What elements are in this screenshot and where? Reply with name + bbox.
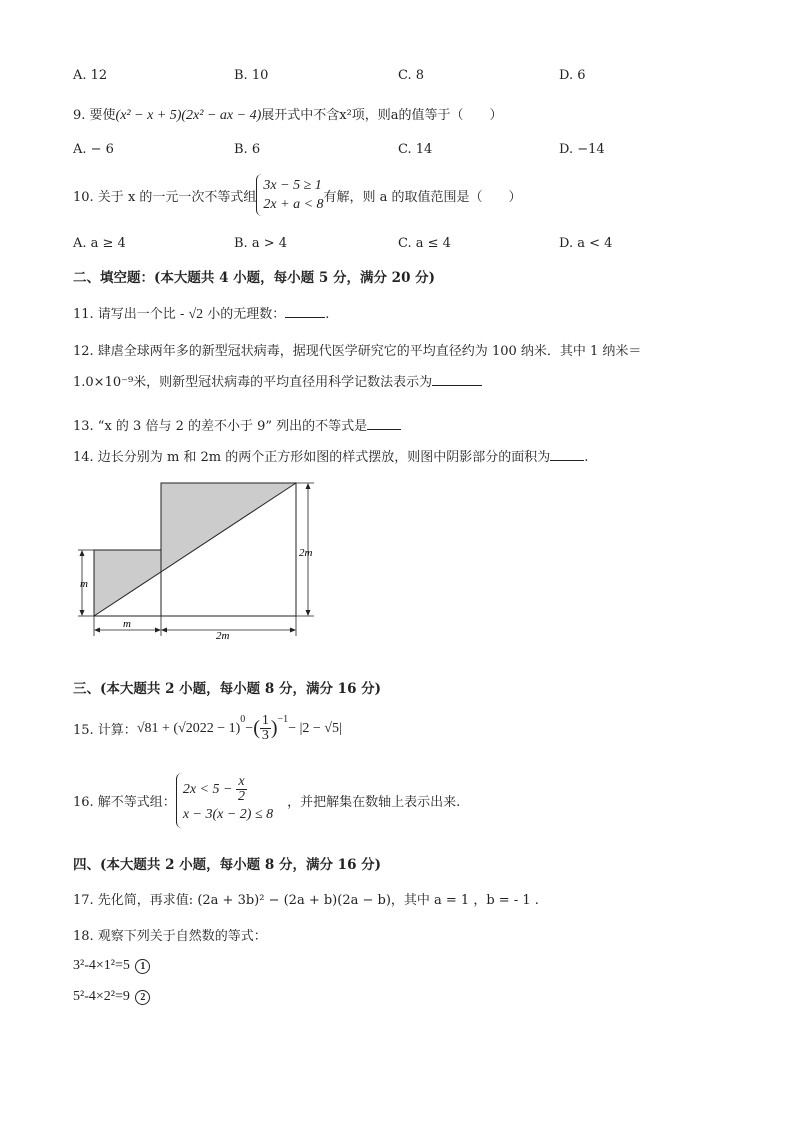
q16-system [176, 773, 273, 828]
q16-fraction-denominator: 2 [238, 789, 246, 804]
shaded-region-small-square [94, 550, 161, 616]
q16-row-1-fraction [236, 775, 246, 804]
q15-expression-b: − |2 − √5| [288, 720, 342, 736]
q9-option-d: D. −14 [559, 142, 605, 157]
q16-row-2: x − 3(x − 2) ≤ 8 [182, 807, 274, 822]
q16-row-1 [183, 775, 273, 804]
question-9 [73, 104, 503, 124]
q15-fraction-numerator: 1 [261, 713, 269, 728]
question-14 [73, 446, 588, 465]
question-17: 17. 先化简，再求值: (2a + 3b)² − (2a + b)(2a − b)，其中 a = 1 ，b = - 1 . [73, 893, 539, 908]
q10-suffix: 有解，则 a 的取值范围是（ ） [323, 189, 522, 205]
equation-2 [73, 989, 150, 1005]
question-13 [73, 415, 401, 434]
equation-1 [73, 958, 150, 974]
question-16 [73, 773, 460, 828]
q16-suffix: ，并把解集在数轴上表示出来. [287, 795, 461, 810]
q10-option-b: B. a > 4 [234, 236, 287, 251]
q11-suffix: 小的无理数： [203, 307, 286, 322]
q16-row-1-left: 2x < 5 − [182, 781, 233, 797]
q9-option-b: B. 6 [234, 142, 261, 157]
q12-answer-blank [432, 385, 482, 386]
q9-prefix: 9. 要使 [73, 108, 116, 123]
q11-end: . [325, 307, 330, 322]
q10-prefix: 10. 关于 x 的一元一次不等式组 [73, 189, 257, 205]
question-15: 15. 计算： √81 + (√2022 − 1) $^0$ − ( $\frac{1}{3}$ ) $^{-1}$ − |2 − √5| [73, 713, 342, 743]
squares-figure [70, 478, 330, 643]
q8-option-b: B. 10 [234, 68, 269, 83]
q15-prefix: 15. 计算： [73, 723, 137, 738]
equation-2-number: 2 [135, 990, 150, 1005]
question-10 [73, 174, 522, 216]
q15-minus: − [245, 720, 254, 736]
q10-row-2: 2x + a < 8 [263, 197, 324, 212]
q12-line-2-text: 1.0×10⁻⁹米，则新型冠状病毒的平均直径用科学记数法表示为 [73, 375, 433, 390]
q16-prefix: 16. 解不等式组： [73, 795, 176, 810]
label-m-left: m [80, 578, 88, 590]
equation-2-text: 5²-4×2²=9 [73, 989, 130, 1004]
q15-fraction [260, 714, 271, 743]
q14-end: . [584, 450, 589, 465]
section-3-heading: 三、(本大题共 2 小题，每小题 8 分，满分 16 分) [73, 681, 382, 697]
section-2-heading: 二、填空题：(本大题共 4 小题，每小题 5 分，满分 20 分) [73, 270, 436, 286]
q11-prefix: 11. 请写出一个比 - [73, 307, 189, 322]
q11-sqrt: √2 [188, 307, 204, 322]
q11-answer-blank [285, 317, 325, 318]
q15-exponent-neg1: −1 [277, 714, 289, 725]
q10-option-d: D. a < 4 [559, 236, 613, 251]
label-2m-bottom: 2m [216, 630, 230, 642]
q13-answer-blank [367, 429, 401, 430]
q10-option-a: A. a ≥ 4 [73, 236, 126, 251]
question-12-line-2 [73, 371, 482, 390]
q10-option-c: C. a ≤ 4 [398, 236, 451, 251]
q9-option-a: A. − 6 [73, 142, 114, 157]
q8-option-c: C. 8 [398, 68, 425, 83]
question-18: 18. 观察下列关于自然数的等式： [73, 929, 267, 944]
equation-1-number: 1 [135, 959, 150, 974]
q9-option-c: C. 14 [398, 142, 433, 157]
label-2m-right: 2m [299, 547, 313, 559]
q16-fraction-numerator: x [238, 774, 245, 789]
q15-expression-a: √81 + (√2022 − 1) [136, 720, 241, 736]
q9-expression: (x² − x + 5)(2x² − ax − 4) [115, 108, 262, 123]
q10-system [256, 174, 323, 216]
section-4-heading: 四、(本大题共 2 小题，每小题 8 分，满分 16 分) [73, 857, 382, 873]
q9-suffix: 展开式中不含x²项，则a的值等于（ ） [261, 108, 503, 123]
q15-fraction-denominator: 3 [261, 728, 269, 743]
question-11 [73, 303, 329, 323]
label-m-bottom: m [123, 618, 131, 630]
q8-option-a: A. 12 [73, 68, 108, 83]
q8-option-d: D. 6 [559, 68, 586, 83]
q10-row-1: 3x − 5 ≥ 1 [263, 178, 322, 193]
q14-text: 14. 边长分别为 m 和 2m 的两个正方形如图的样式摆放，则图中阴影部分的面积为 [73, 450, 551, 465]
q14-answer-blank [550, 460, 584, 461]
equation-1-text: 3²-4×1²=5 [73, 958, 130, 973]
q13-text: 13. “x 的 3 倍与 2 的差不小于 9” 列出的不等式是 [73, 419, 368, 434]
q15-exponent-0: 0 [240, 714, 246, 725]
question-12-line-1: 12. 肆虐全球两年多的新型冠状病毒，据现代医学研究它的平均直径约为 100 纳米．其中 1 纳米＝ [73, 344, 642, 359]
